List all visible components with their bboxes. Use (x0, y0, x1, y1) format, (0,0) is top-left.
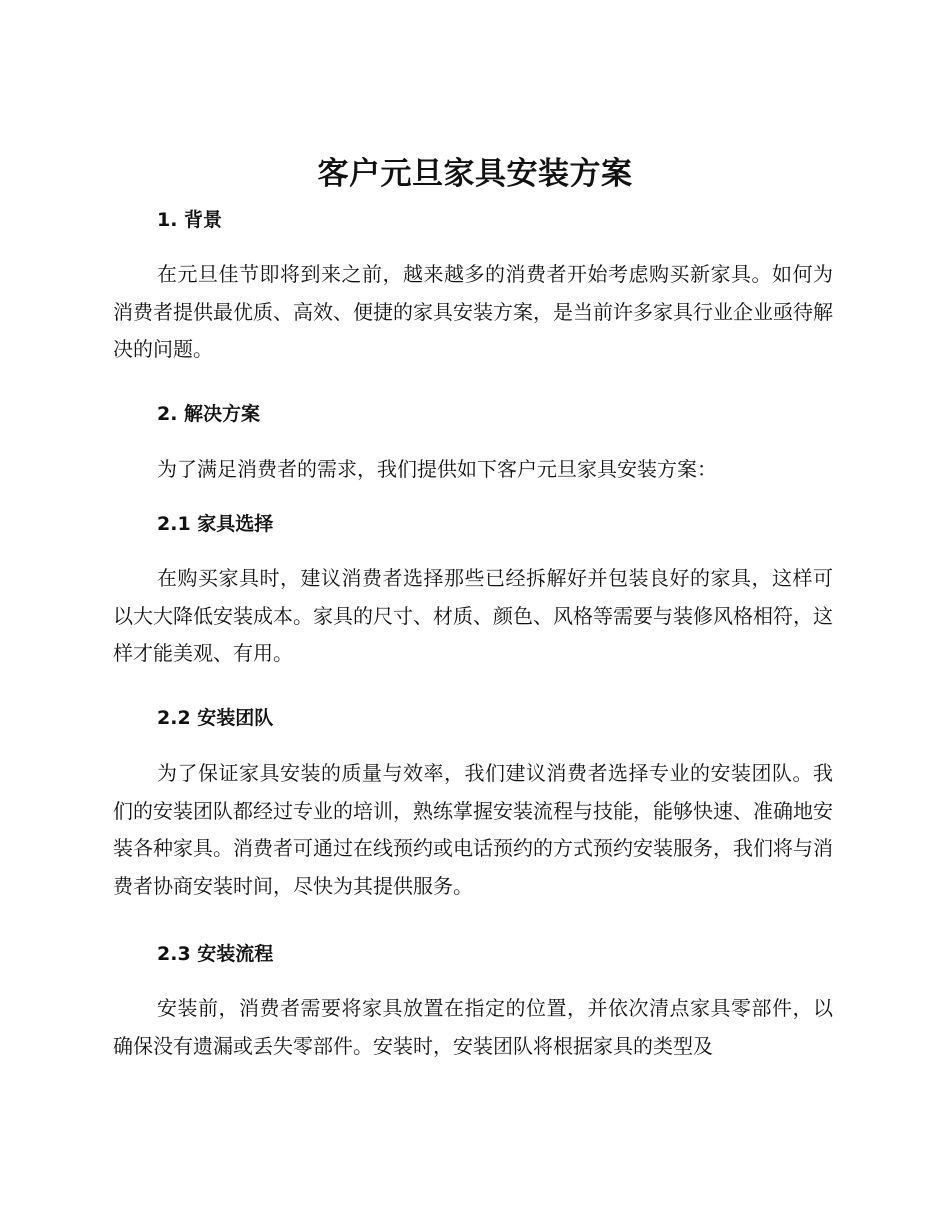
section-body-install-team: 为了保证家具安装的质量与效率，我们建议消费者选择专业的安装团队。我们的安装团队都经过专业的培训，熟练掌握安装流程与技能，能够快速、准确地安装各种家具。消费者可通过在线预约或电话预约的方式预约安装服务，我们将与消费者协商安装时间，尽快为其提供服务。 (113, 761, 833, 898)
section-body-install-process: 安装前，消费者需要将家具放置在指定的位置，并依次清点家具零部件，以确保没有遗漏或丢失零部件。安装时，安装团队将根据家具的类型及 (113, 996, 833, 1058)
section-heading-install-process: 2.3 安装流程 (157, 943, 274, 965)
section-heading-background: 1. 背景 (157, 209, 223, 231)
section-body-furniture-selection: 在购买家具时，建议消费者选择那些已经拆解好并包装良好的家具，这样可以大大降低安装成本。家具的尺寸、材质、颜色、风格等需要与装修风格相符，这样才能美观、有用。 (113, 566, 833, 665)
section-heading-solution: 2. 解决方案 (157, 403, 261, 425)
section-body-solution: 为了满足消费者的需求，我们提供如下客户元旦家具安装方案： (157, 457, 717, 481)
section-heading-furniture-selection: 2.1 家具选择 (157, 513, 274, 535)
section-body-background: 在元旦佳节即将到来之前，越来越多的消费者开始考虑购买新家具。如何为消费者提供最优质、高效、便捷的家具安装方案，是当前许多家具行业企业亟待解决的问题。 (113, 262, 833, 361)
section-heading-install-team: 2.2 安装团队 (157, 707, 274, 729)
document-title: 客户元旦家具安装方案 (317, 156, 633, 192)
